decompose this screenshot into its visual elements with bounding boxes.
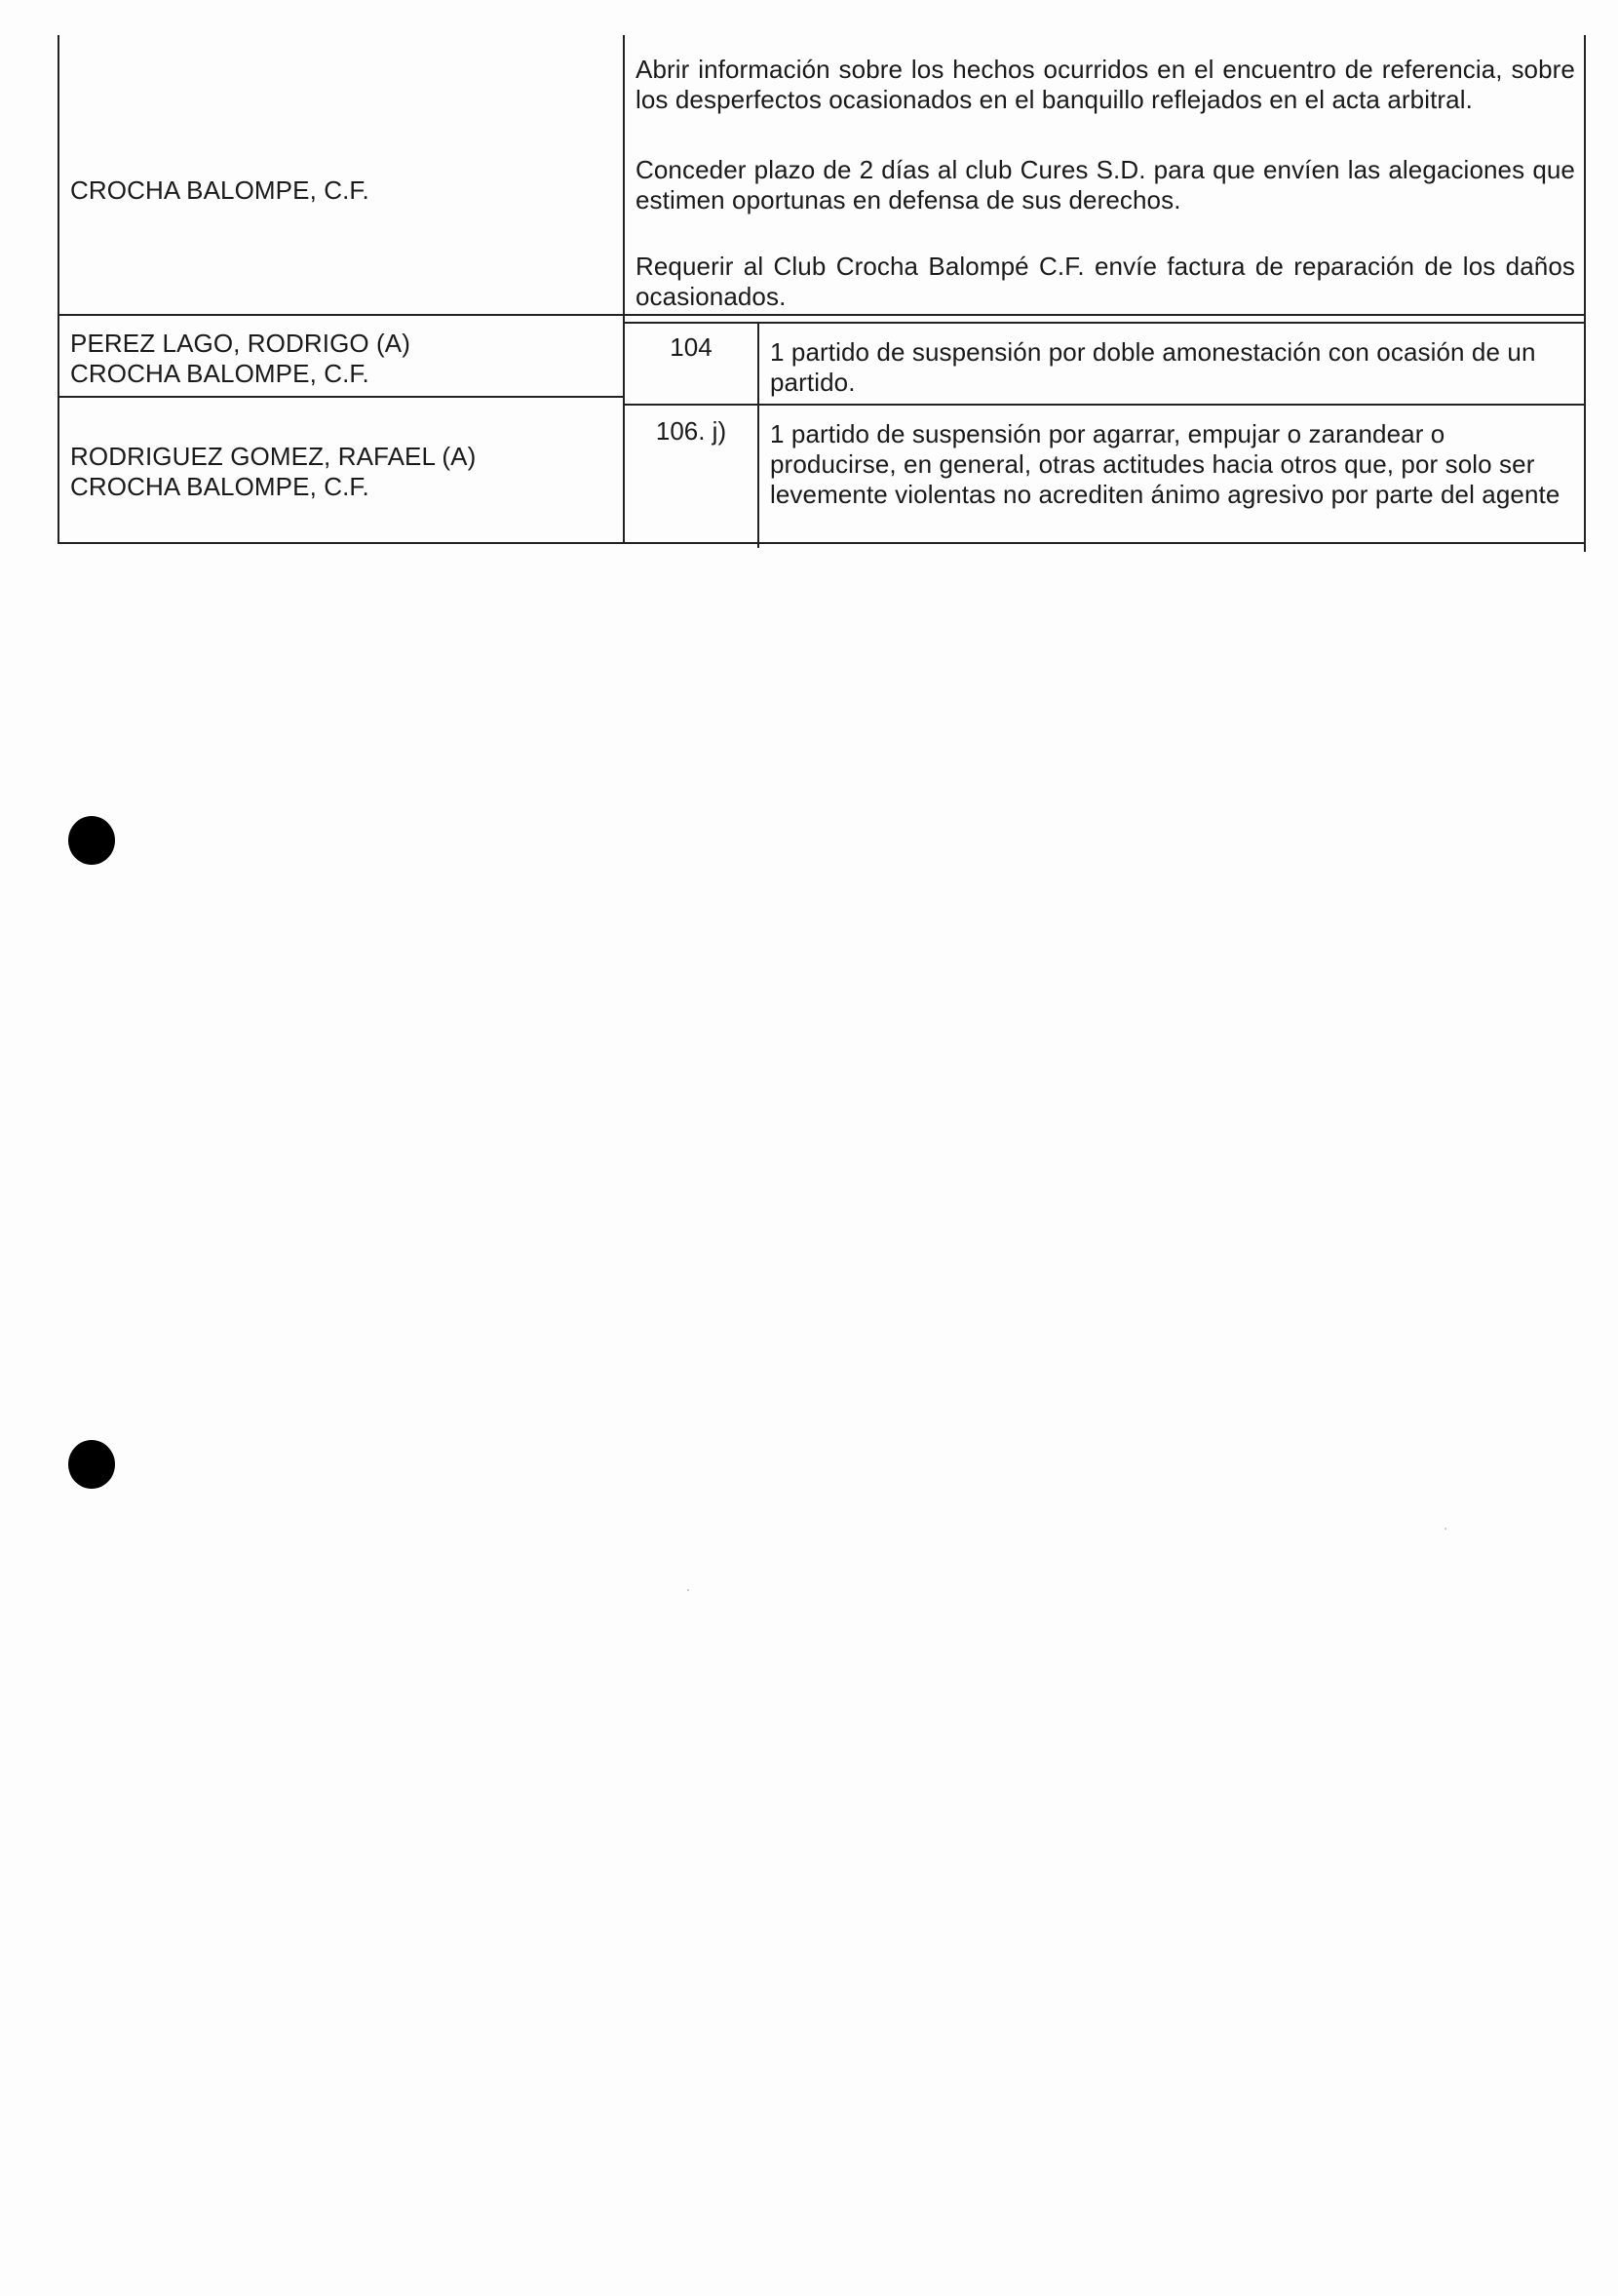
- row1-paragraph-1: Abrir información sobre los hechos ocurridos en el encuentro de referencia, sobre los desperfectos ocasionados en el banquillo reflejados en el acta arbitral.: [636, 55, 1575, 114]
- row-separator-2b: [623, 404, 1586, 406]
- name-line: RODRIGUEZ GOMEZ, RAFAEL (A): [70, 442, 477, 471]
- row-separator-1b: [623, 322, 1586, 324]
- table-divider-name: [623, 35, 625, 544]
- row3-name: [70, 442, 616, 502]
- row2-sanction: 1 partido de suspensión por doble amonestación con ocasión de un partido.: [770, 337, 1536, 397]
- scan-speck: [687, 1589, 689, 1591]
- row1-name: [70, 175, 616, 206]
- row1-paragraph-3: Requerir al Club Crocha Balompé C.F. envíe factura de reparación de los daños ocasionados.: [636, 252, 1575, 311]
- row-separator-1: [58, 314, 1586, 316]
- punch-hole-top: [68, 816, 115, 865]
- table-divider-article: [757, 322, 759, 548]
- name-line: CROCHA BALOMPE, C.F.: [70, 175, 369, 205]
- row3-sanction: 1 partido de suspensión por agarrar, empujar o zarandear o producirse, en general, otras actitudes hacia otros que, por solo ser levemente violentas no acrediten ánimo agresivo por parte del agente: [770, 419, 1560, 509]
- row1-paragraph-2: Conceder plazo de 2 días al club Cures S.D. para que envíen las alegaciones que estimen oportunas en defensa de sus derechos.: [636, 155, 1575, 214]
- punch-hole-bottom: [68, 1440, 115, 1489]
- table-right-border: [1584, 35, 1586, 552]
- scan-speck: [1445, 1528, 1446, 1530]
- row-separator-2: [58, 396, 623, 398]
- name-line: CROCHA BALOMPE, C.F.: [70, 359, 369, 388]
- table-left-border: [58, 35, 59, 544]
- name-line: PEREZ LAGO, RODRIGO (A): [70, 329, 411, 358]
- row2-article: 104: [670, 332, 713, 362]
- name-line: CROCHA BALOMPE, C.F.: [70, 472, 369, 501]
- row3-article: 106. j): [655, 416, 727, 446]
- row2-name: [70, 329, 616, 389]
- table-bottom-border: [58, 542, 1586, 544]
